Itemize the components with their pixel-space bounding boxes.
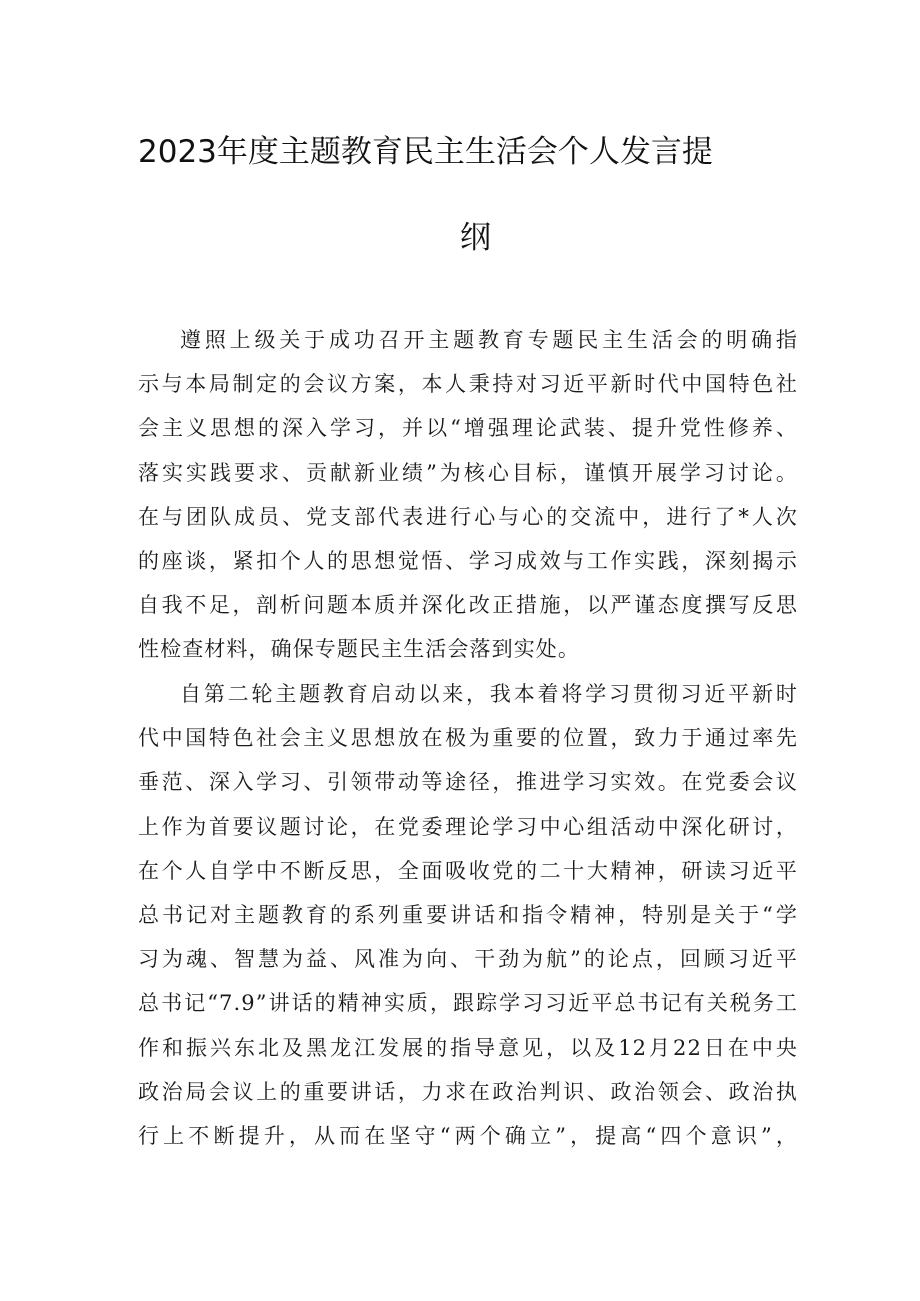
paragraph-line: 示与本局制定的会议方案，本人秉持对习近平新时代中国特色社: [138, 372, 798, 397]
paragraph-line: 遵照上级关于成功召开主题教育专题民主生活会的明确指: [180, 328, 798, 352]
paragraph-line: 习为魂、智慧为益、风准为向、干劲为航”的论点，回顾习近平: [138, 947, 798, 972]
document-title-line-1: 2023年度主题教育民主生活会个人发言提: [138, 134, 713, 170]
paragraph-line: 在个人自学中不断反思，全面吸收党的二十大精神，研读习近平: [138, 858, 798, 883]
paragraph-line: 上作为首要议题讨论，在党委理论学习中心组活动中深化研讨，: [138, 814, 798, 839]
paragraph-line: 的座谈，紧扣个人的思想觉悟、学习成效与工作实践，深刻揭示: [138, 549, 798, 574]
paragraph-line: 总书记“7.9”讲话的精神实质，跟踪学习习近平总书记有关税务工: [138, 991, 798, 1016]
paragraph-line: 政治局会议上的重要讲话，力求在政治判识、政治领会、政治执: [138, 1079, 798, 1104]
paragraph-line: 会主义思想的深入学习，并以“增强理论武装、提升党性修养、: [138, 416, 798, 441]
document-title-line-2: 纲: [460, 220, 491, 256]
paragraph-line: 落实实践要求、贡献新业绩”为核心目标，谨慎开展学习讨论。: [138, 460, 798, 485]
paragraph-line: 性检查材料，确保专题民主生活会落到实处。: [138, 637, 580, 662]
paragraph-line: 垂范、深入学习、引领带动等途径，推进学习实效。在党委会议: [138, 770, 798, 795]
paragraph-1: [138, 318, 798, 672]
paragraph-line: 自第二轮主题教育启动以来，我本着将学习贯彻习近平新时: [180, 682, 798, 706]
paragraph-line: 在与团队成员、党支部代表进行心与心的交流中，进行了*人次: [138, 504, 798, 529]
paragraph-line: 行上不断提升，从而在坚守“两个确立”，提高“四个意识”，: [138, 1124, 798, 1149]
paragraph-2: [138, 672, 798, 1158]
paragraph-line: 总书记对主题教育的系列重要讲话和指令精神，特别是关于“学: [138, 903, 798, 928]
paragraph-line: 代中国特色社会主义思想放在极为重要的位置，致力于通过率先: [138, 726, 798, 751]
paragraph-line: 自我不足，剖析问题本质并深化改正措施，以严谨态度撰写反思: [138, 593, 798, 618]
paragraph-line: 作和振兴东北及黑龙江发展的指导意见，以及12月22日在中央: [138, 1035, 798, 1060]
